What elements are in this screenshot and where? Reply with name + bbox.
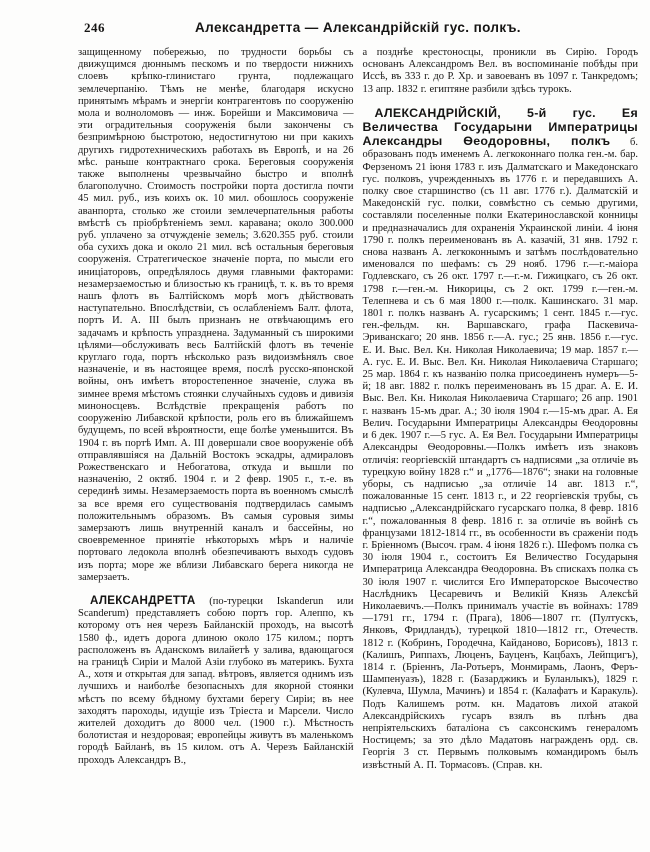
- entry-alexandriysky-regiment: [363, 107, 639, 772]
- left-column: [78, 47, 354, 767]
- continuation-paragraph-alexandretta-history: а позднѣе крестоносцы, проникли въ Сирію. Городъ основанъ Александромъ Вел. въ воспоминаніе побѣды при Иссѣ, въ 333 г. до Р. Хр. и завоеванъ въ 1097 г. Танкредомъ; 13 апр. 1832 г. египтяне разбили здѣсь турокъ.: [362, 47, 638, 95]
- page-header: [78, 20, 638, 40]
- running-title: Александретта — Александрійскій гус. полкъ.: [195, 20, 521, 35]
- entry-alexandretta-headword: АЛЕКСАНДРЕТТА: [90, 593, 196, 607]
- page-number: 246: [84, 20, 105, 35]
- text-columns: [78, 47, 638, 772]
- entry-alexandretta-body: (по-турецки Iskanderun или Scanderum) представляетъ собою портъ гор. Алеппо, къ которому отъ нея черезъ Байланскій проходъ, на высотѣ 1580 ф., идетъ дорога длиною около 175 килом.; портъ расположенъ въ Аданскомъ вилайетѣ у залива, вдающагося на границѣ Сиріи и Малой Азіи глубоко въ материкъ. Бухта А., хотя и открытая для запад. вѣтровъ, является однимъ изъ лучшихъ и наиболѣе безопасныхъ для якорной стоянки мѣстъ по всему бѣдному бухтами берегу Сиріи; въ нее заходятъ пароходы, идущіе изъ Тріеста и Марсели. Число жителей доходитъ до 8000 чел. (1900 г.). Мѣстность болотистая и нездоровая; европейцы живутъ въ маленькомъ городѣ Байланѣ, въ 15 килом. отъ А. Черезъ Байланскій проходъ Александръ В.,: [78, 595, 354, 766]
- entry-alexandretta: [78, 595, 354, 767]
- right-column: [363, 47, 639, 772]
- continuation-paragraph-libava-port: защищенному побережью, по трудности борьбы съ движущимся дюннымъ пескомъ и по твердости нижнихъ слоевъ крѣпко-глинистаго грунта, подлежащаго землечерпанію. Тѣмъ не менѣе, благодаря искусно принятымъ мѣрамъ и энергіи контрагентовъ по сооруженію мола и волноломовъ — инж. Борейши и Максимовича — эти оградительныя сооруженія были закончены съ безпримѣрною быстротою, недостигнутою ни при какихъ другихъ гидротехническихъ работахъ въ Европѣ, и на 26 мѣс. раньше контрактнаго срока. Береговыя сооруженія также выполнены чрезвычайно быстро и вполнѣ благополучно. Стоимость постройки порта достигла почти 45 мил. руб., изъ коихъ ок. 10 мил. обошлось сооруженіе аванпорта, столько же стоили землечерпательныя работы вмѣстѣ съ пріобрѣтеніемъ земл. каравана; около 300.000 руб. уплачено за отчужденіе земель; 3.620.355 руб. стоили оба сухихъ дока и около 21 мил. всѣ остальныя береговыя сооруженія. Стратегическое значеніе порта, по мысли его иниціаторовъ, опредѣлялось двумя главными факторами: незамерзаемостью и близостью къ границѣ, т. к. въ то время нашъ флотъ въ Балтійскомъ морѣ могъ дѣйствовать наступательно. Впослѣдствіи, съ ослабленіемъ Балт. флота, портъ И. А. III былъ признанъ не отвѣчающимъ его задачамъ и крѣпость упразднена. Задуманный съ широкими цѣлями—обслуживать весь Балтійскій флотъ въ теченіе круглаго года, портъ нѣсколько разъ видоизмѣнялъ свое назначеніе, и въ настоящее время, послѣ русско-японской войны, онъ имѣетъ второстепенное значеніе, служа въ зимнее время мѣстомъ стоянки случайныхъ судовъ и дивизія миноносцевъ. Вслѣдствіе прекращенія работъ по сооруженію Либавской крѣпости, роль его въ ближайшемъ будущемъ, по всей вѣроятности, еще болѣе уменьшится. Въ 1904 г. въ портѣ Имп. А. III довершали свое вооруженіе обѣ отправлявшіяся на Дальній Востокъ эскадры, адмираловъ Рожественскаго и Небогатова, откуда и вышли по назначенію, 2 октяб. 1904 г. и 2 февр. 1905 г., т.-е. въ серединѣ зимы. Незамерзаемость порта въ военномъ смыслѣ за все время его существованія подтвердилась самымъ положительнымъ образомъ. Въ самыя суровыя зимы замерзаютъ лишь внутренній каналъ и бассейны, но своевременное принятіе нѣкоторыхъ мѣръ и наличіе портоваго ледокола вполнѣ обезпечиваютъ выходъ судовъ изъ порта; море же вблизи Либавскаго берега никогда не замерзаетъ.: [78, 47, 354, 583]
- entry-alexandriysky-body: б. образованъ подъ именемъ А. легкоконнаго полка ген.-м. бар. Ферзеномъ 21 іюня 1783 г. изъ Далматскаго и Македонскаго гус. полковъ, учрежденныхъ въ 1776 г. и передавшихъ А. полку свое старшинство (съ 11 авг. 1776 г.). Далматскій и Македонскій гус. полки, совмѣстно съ семью другими, составляли поселенные полки Екатеринославской конницы и предназначались для охраненія Украинской линіи. 4 іюня 1790 г. полкъ переименованъ въ А. казачій, 31 янв. 1792 г. снова названъ А. легкоконнымъ и затѣмъ послѣдовательно именовался по шефамъ: съ 29 нояб. 1796 г.—г.-маіора Годлевскаго, съ 26 окт. 1797 г.—г.-м. Гижицкаго, съ 26 окт. 1798 г.—ген.-м. Никорицы, съ 2 окт. 1799 г.—ген.-м. Телепнева и съ 6 мая 1800 г.—полк. Кашинскаго. 31 мар. 1801 г. полкъ названъ А. гусарскимъ; 1 сент. 1845 г.—гус. ген.-фельдм. кн. Варшавскаго, графа Паскевича-Эриванскаго; 20 янв. 1856 г.—А. гус.; 25 янв. 1856 г.—гус. Е. И. Выс. Вел. Кн. Николая Николаевича; 19 мар. 1857 г.—А. гус. Е. И. Выс. Вел. Кн. Николая Николаевича Старшаго; 25 мар. 1864 г. къ названію полка присоединенъ нумеръ—5-й; 18 авг. 1882 г. полкъ переименованъ въ 15 драг. А. Е. И. Выс. Вел. Кн. Николая Николаевича Старшаго; 26 апр. 1901 г. названъ 15-мъ драг. А.; 30 іюля 1904 г.—15-мъ драг. А. Ея Велич. Государыни Императрицы Александры Ѳеодоровны и 6 дек. 1907 г.—5 гус. А. Ея Вел. Государыни Императрицы Александры Ѳеодоровны.—Полкъ имѣетъ изъ знаковъ отличія: георгіевскій штандартъ съ надписями „за отличіе въ турецкую войну 1828 г.“ и „1776—1876“; знаки на головные уборы, съ надписью „за отличіе 14 авг. 1813 г.“, пожалованные 15 сент. 1813 г., и 22 георгіевскія трубы, съ надписью „Александрійскаго гусарскаго полка, 8 февр. 1816 г.“, пожалованныя 8 февр. 1816 г. за отличіе въ войнѣ съ французами 1812-1814 гг., въ особенности въ сраженіи подъ г. Бріенномъ (Высоч. грам. 4 іюня 1826 г.). Шефомъ полка съ 30 іюля 1904 г., состоитъ Ея Величество Государыня Императрица Александра Ѳеодоровна. Въ спискахъ полка съ 30 іюля 1907 г. числится Его Императорское Высочество Наслѣдникъ Цесаревичъ и Великій Князь Алексѣй Николаевичъ.—Полкъ принималъ участіе въ войнахъ: 1789—1791 гг., 1794 г. (Прага), 1806—1807 гг. (Пултускъ, Янковъ, Фридландъ), турецкой 1810—1812 гг., Отечеств. 1812 г. (Кобринъ, Городечна, Кайданово, Борисовъ), 1813 г. (Калишъ, Риппахъ, Люценъ, Бауценъ, Кацбахъ, Лейпцигъ), 1814 г. (Бріеннъ, Ла-Ротьеръ, Монмирамь, Лаонъ, Феръ-Шампенуазъ), 1828 г. (Базарджикъ и Буланлыкъ), 1829 г. (Кулевча, Шумла, Мачинъ) и 1854 г. (Калафатъ и Каракуль). Подъ Калишемъ ротм. кн. Мадатовъ лихой атакой Александрійскихъ гусаръ взялъ въ плѣнъ два непріятельскихъ баталіона съ саксонскимъ генераломъ Ностицемъ; за это дѣло Мадатовъ награжденъ орд. св. Георгія 3 ст. Первымъ полковымъ командиромъ былъ извѣстный А. П. Тормасовъ. (Справ. кн.: [362, 137, 638, 771]
- entry-alexandriysky-headword: АЛЕКСАНДРІЙСКІЙ, 5-й гус. Ея Величества Государыни Императрицы Александры Ѳеодоровны, полкъ: [362, 105, 638, 149]
